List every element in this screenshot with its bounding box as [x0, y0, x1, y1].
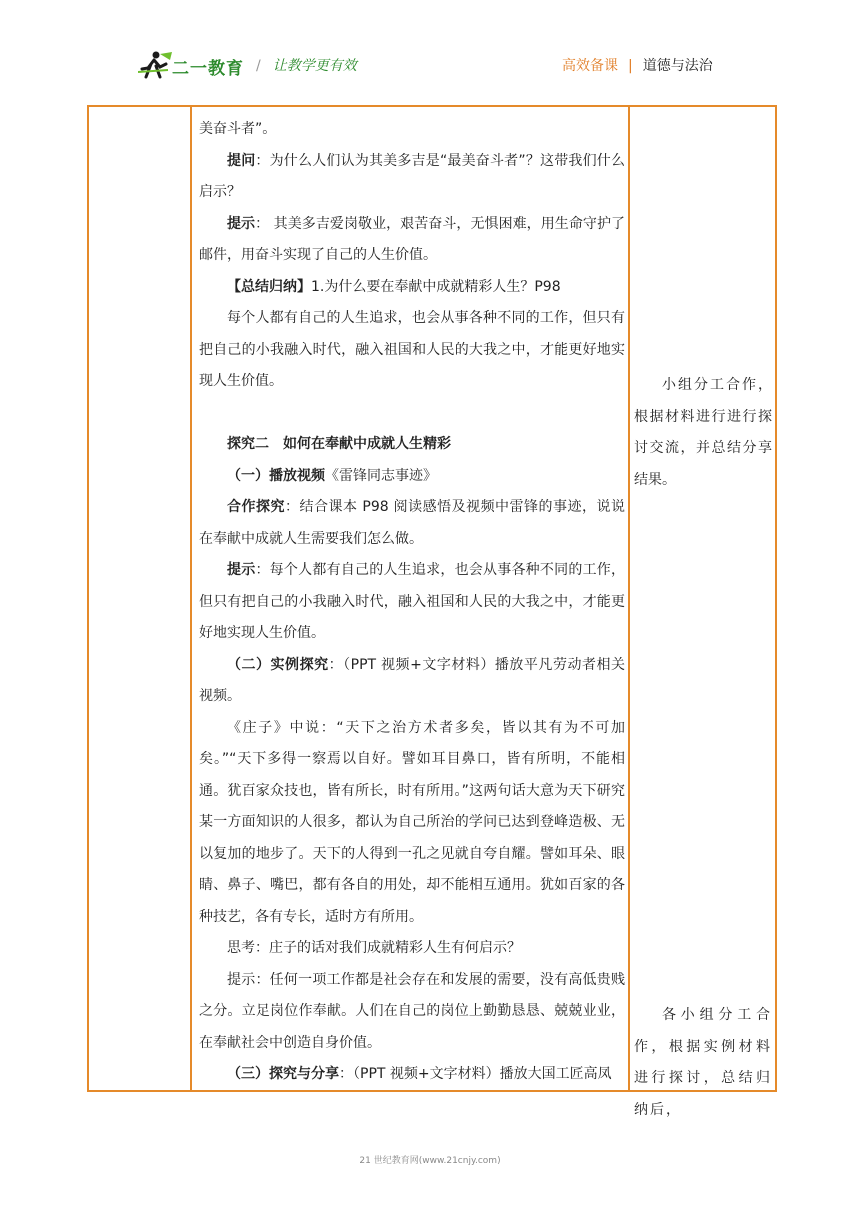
question-paragraph	[199, 146, 625, 209]
category-label: 高效备课	[562, 58, 618, 74]
cooperative-text: ：结合课本 P98 阅读感悟及视频中雷锋的事迹，说说在奉献中成就人生需要我们怎么做。	[199, 499, 626, 547]
video-title: 《雷锋同志事迹》	[325, 467, 437, 484]
think-paragraph: 思考：庄子的话对我们成就精彩人生有何启示？	[227, 940, 521, 956]
hint-text: ： 其美多吉爱岗敬业，艰苦奋斗，无惧困难，用生命守护了邮件，用奋斗实现了自己的人生价值。	[199, 215, 626, 263]
section-heading-text: 探究二 如何在奉献中成就人生精彩	[227, 436, 451, 452]
column-divider-right	[628, 107, 630, 1090]
hint-paragraph: 提示：任何一项工作都是社会存在和发展的需要，没有高低贵贱之分。立足岗位作奉献。人们在自己的岗位上勤勤恳恳、兢兢业业，在奉献社会中创造自身价值。	[199, 971, 625, 1051]
student-activity-text: 各小组分工合作，根据实例材料进行探讨，总结归纳后，	[634, 1007, 772, 1118]
summary-paragraph	[199, 272, 625, 304]
teaching-content-cell	[199, 114, 625, 1091]
video-paragraph	[199, 461, 625, 493]
slogan-text: 让教学更有效	[272, 58, 357, 74]
case-label: （二）实例探究	[227, 656, 329, 673]
case-paragraph	[199, 650, 625, 713]
video-label: （一）播放视频	[227, 467, 325, 484]
summary-text: 1.为什么要在奉献中成就精彩人生？P98	[311, 278, 561, 295]
share-paragraph	[199, 1059, 625, 1091]
subject-label: 道德与法治	[642, 58, 713, 74]
hint-text: ：每个人都有自己的人生追求，也会从事各种不同的工作，但只有把自己的小我融入时代，融入祖国和人民的大我之中，才能更好地实现人生价值。	[199, 562, 626, 641]
hint-paragraph	[199, 209, 625, 272]
lesson-table	[87, 105, 777, 1118]
page-header	[0, 0, 860, 100]
column-divider-left	[190, 107, 192, 1090]
cooperative-label: 合作探究	[227, 499, 285, 515]
hint-label: 提示	[227, 562, 256, 578]
slogan	[256, 55, 357, 75]
paragraph: 每个人都有自己的人生追求，也会从事各种不同的工作，但只有把自己的小我融入时代，融入祖国和人民的大我之中，才能更好地实现人生价值。	[199, 310, 625, 389]
question-label: 提问	[227, 152, 256, 169]
paragraph: 美奋斗者”。	[199, 121, 277, 137]
case-text: ：（PPT 视频+文字材料）播放平凡劳动者相关视频。	[199, 656, 625, 704]
slash-divider: /	[256, 58, 261, 74]
hint-label: 提示	[227, 215, 256, 232]
hint-paragraph	[199, 555, 625, 650]
zhuangzi-paragraph: 《庄子》中说：“天下之治方术者多矣，皆以其有为不可加矣。”“天下多得一察焉以自好。譬如耳目鼻口，皆有所明，不能相通。犹百家众技也，皆有所长，时有所用。”这两句话大意为天下研究某一方面知识的人很多，都认为自己所治的学问已达到登峰造极、无以复加的地步了。天下的人得到一孔之见就自夸自耀。譬如耳朵、眼睛、鼻子、嘴巴，都有各自的用处，却不能相互通用。犹如百家的各种技艺，各有专长，适时方有所用。	[199, 719, 625, 925]
question-text: ：为什么人们认为其美多吉是“最美奋斗者”？这带我们什么启示？	[199, 152, 626, 200]
share-text: ：（PPT 视频+文字材料）播放大国工匠高凤	[339, 1066, 612, 1082]
page-footer: 21 世纪教育网(www.21cnjy.com)	[359, 1156, 501, 1166]
share-label: （三）探究与分享	[227, 1066, 339, 1082]
student-activity-cell-2	[634, 1000, 772, 1126]
header-separator: |	[628, 58, 633, 74]
student-activity-text: 小组分工合作，根据材料进行进行探讨交流，并总结分享结果。	[634, 377, 772, 488]
header-category	[562, 55, 713, 75]
student-activity-cell-1	[634, 370, 772, 496]
cooperative-paragraph	[199, 492, 625, 555]
summary-label: 【总结归纳】	[227, 278, 311, 295]
section-heading	[199, 429, 625, 461]
logo-text: 二一教育	[172, 59, 244, 79]
